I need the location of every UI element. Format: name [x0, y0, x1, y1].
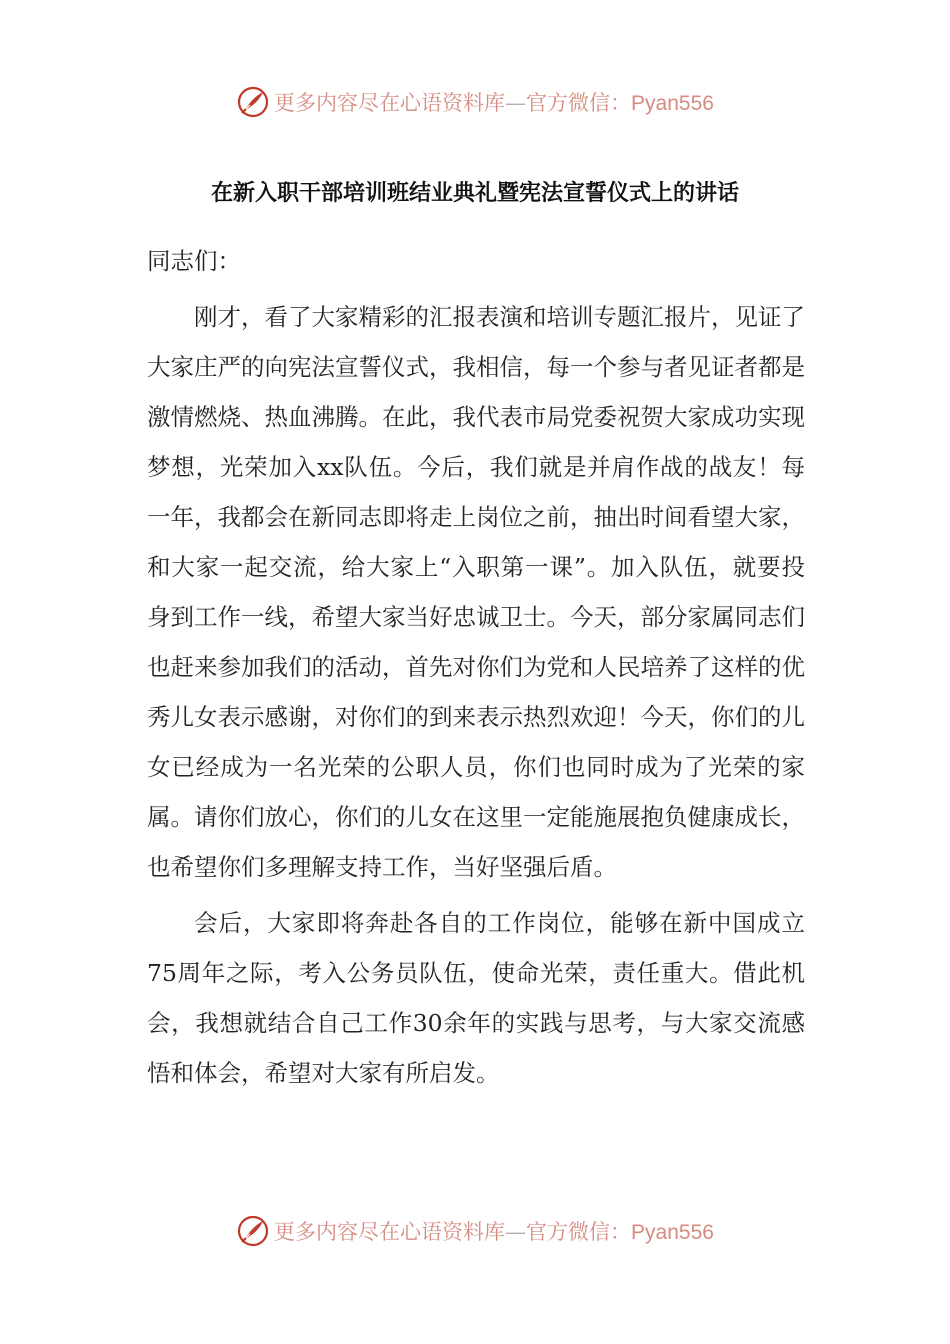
document-body [147, 236, 805, 1098]
watermark-site-text: 更多内容尽在心语资料库 [274, 1220, 506, 1244]
paragraph: 刚才，看了大家精彩的汇报表演和培训专题汇报片，见证了大家庄严的向宪法宣誓仪式，我相信，每一个参与者见证者都是激情燃烧、热血沸腾。在此，我代表市局党委祝贺大家成功实现梦想，光荣加入xx队伍。今后，我们就是并肩作战的战友！每一年，我都会在新同志即将走上岗位之前，抽出时间看望大家，和大家一起交流，给大家上“入职第一课”。加入队伍，就要投身到工作一线，希望大家当好忠诚卫士。今天，部分家属同志们也赶来参加我们的活动，首先对你们为党和人民培养了这样的优秀儿女表示感谢，对你们的到来表示热烈欢迎！今天，你们的儿女已经成为一名光荣的公职人员，你们也同时成为了光荣的家属。请你们放心，你们的儿女在这里一定能施展抱负健康成长，也希望你们多理解支持工作，当好坚强后盾。 [147, 303, 805, 881]
footer-watermark [0, 1211, 950, 1251]
header-watermark [0, 82, 950, 122]
paragraph: 会后，大家即将奔赴各自的工作岗位，能够在新中国成立75周年之际，考入公务员队伍，使命光荣，责任重大。借此机会，我想就结合自己工作30余年的实践与思考，与大家交流感悟和体会，希望对大家有所启发。 [147, 909, 805, 1087]
watermark-wechat-label: 官方微信： [526, 1220, 632, 1244]
watermark-site-text: 更多内容尽在心语资料库 [274, 91, 506, 115]
watermark-separator: — [505, 1220, 527, 1244]
watermark-wechat-id: Pyan556 [631, 92, 714, 115]
salutation: 同志们： [147, 247, 241, 275]
watermark-text [274, 1216, 714, 1246]
quill-pen-icon [236, 85, 270, 119]
watermark-text [274, 87, 714, 117]
watermark-wechat-label: 官方微信： [526, 91, 632, 115]
watermark-separator: — [505, 91, 527, 115]
document-title: 在新入职干部培训班结业典礼暨宪法宣誓仪式上的讲话 [210, 180, 739, 206]
quill-pen-icon [236, 1214, 270, 1248]
watermark-wechat-id: Pyan556 [631, 1221, 714, 1244]
